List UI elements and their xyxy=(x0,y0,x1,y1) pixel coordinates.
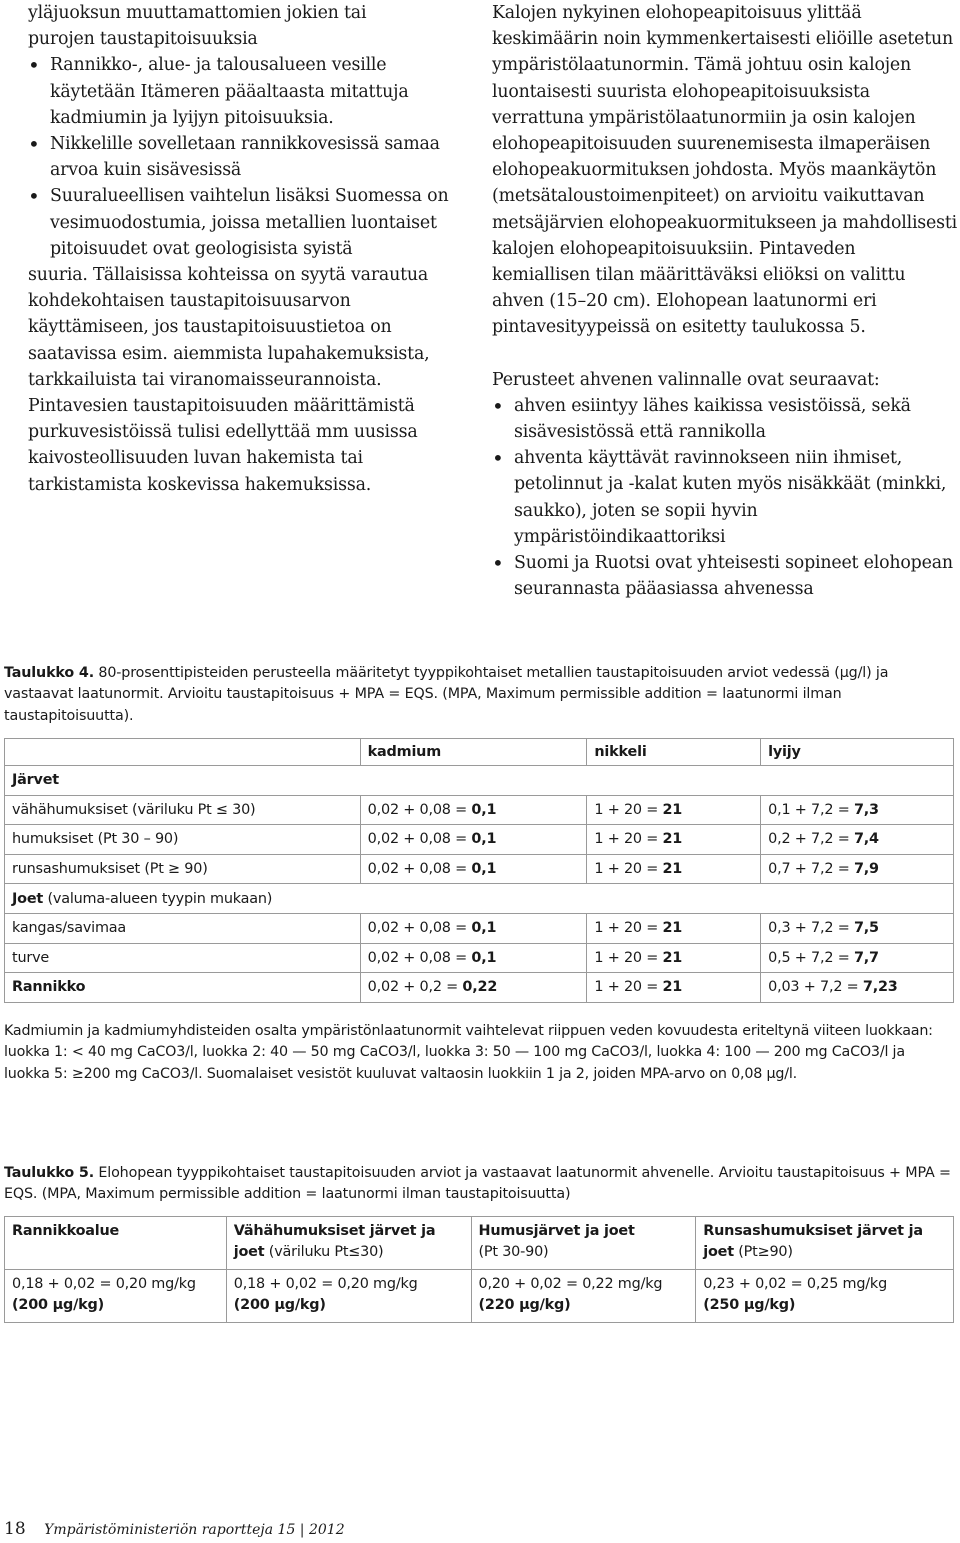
page-footer xyxy=(4,1519,345,1539)
caption-label: Taulukko 4. xyxy=(4,665,94,681)
table-row xyxy=(5,795,954,825)
cell-kadmium: 0,02 + 0,08 = 0,1 xyxy=(360,854,587,884)
list-item: • Nikkelille sovelletaan rannikkovesissä samaa arvoa kuin sisävesissä xyxy=(28,131,468,183)
cell-kadmium: 0,02 + 0,08 = 0,1 xyxy=(360,795,587,825)
list-item: • ahventa käyttävät ravinnokseen niin ihmiset, petolinnut ja -kalat kuten myös nisäkkäät (minkki, saukko), joten se sopii hyvin ympäristöindikaattoriksi xyxy=(492,445,958,550)
table-header-row xyxy=(5,739,954,766)
column-header: nikkeli xyxy=(587,739,761,766)
table5-caption xyxy=(4,1163,954,1206)
cell-nikkeli: 1 + 20 = 21 xyxy=(587,825,761,855)
spacer xyxy=(492,341,958,367)
table-row xyxy=(5,973,954,1003)
row-label: vähähumuksiset (väriluku Pt ≤ 30) xyxy=(5,795,361,825)
table-row xyxy=(5,854,954,884)
column-header: Humusjärvet ja joet (Pt 30-90) xyxy=(471,1217,696,1270)
bullet-list xyxy=(28,52,468,262)
column-header: Vähähumuksiset järvet ja joet (väriluku Pt≤30) xyxy=(226,1217,471,1270)
publication-title: Ympäristöministeriön raportteja 15 | 2012 xyxy=(44,1522,345,1538)
paragraph: suuria. Tällaisissa kohteissa on syytä varautua kohdekohtaisen taustapitoisuusarvon käyttämiseen, jos taustapitoisuustietoa on saatavissa esim. aiemmista lupahakemuksista, tarkkailuista tai viranomaisseurannoista. xyxy=(28,265,430,390)
list-item: • Suuralueellisen vaihtelun lisäksi Suomessa on vesimuodostumia, joissa metallien luontaiset pitoisuudet ovat geologisista syistä xyxy=(28,183,468,262)
table4-caption xyxy=(4,663,954,727)
cell-lyijy: 0,2 + 7,2 = 7,4 xyxy=(761,825,954,855)
cell-kadmium: 0,02 + 0,08 = 0,1 xyxy=(360,913,587,943)
right-column xyxy=(492,0,958,602)
section-label: Järvet xyxy=(5,766,954,796)
cell-nikkeli: 1 + 20 = 21 xyxy=(587,795,761,825)
list-item: • Suomi ja Ruotsi ovat yhteisesti sopineet elohopean seurannasta pääasiassa ahvenessa xyxy=(492,550,958,602)
list-item: • ahven esiintyy lähes kaikissa vesistöissä, sekä sisävesistössä että rannikolla xyxy=(492,393,958,445)
table4 xyxy=(4,738,954,1003)
cell-kadmium: 0,02 + 0,2 = 0,22 xyxy=(360,973,587,1003)
intro-line: yläjuoksun muuttamattomien jokien tai xyxy=(28,3,367,23)
header-blank xyxy=(5,739,361,766)
caption-text: 80-prosenttipisteiden perusteella määritetyt tyyppikohtaiset metallien taustapitoisuuden arviot vedessä (µg/l) ja vastaavat laatunormit. Arvioitu taustapitoisuus + MPA = EQS. (MPA, Maximum permissible addition = laatunormi ilman taustapitoisuutta). xyxy=(4,665,889,724)
left-column xyxy=(28,0,468,498)
cell-nikkeli: 1 + 20 = 21 xyxy=(587,854,761,884)
table-row xyxy=(5,943,954,973)
table-row xyxy=(5,825,954,855)
cell-nikkeli: 1 + 20 = 21 xyxy=(587,913,761,943)
row-label: runsashumuksiset (Pt ≥ 90) xyxy=(5,854,361,884)
table-row xyxy=(5,1270,954,1323)
cell-lyijy: 0,3 + 7,2 = 7,5 xyxy=(761,913,954,943)
table-cell: 0,20 + 0,02 = 0,22 mg/kg (220 µg/kg) xyxy=(471,1270,696,1323)
intro-line: purojen taustapitoisuuksia xyxy=(28,29,258,50)
list-item: • Rannikko-, alue- ja talousalueen vesille käytetään Itämeren pääaltaasta mitattuja kadmiumin ja lyijyn pitoisuuksia. xyxy=(28,52,468,131)
section-row xyxy=(5,884,954,914)
page-number: 18 xyxy=(4,1519,26,1539)
column-header: kadmium xyxy=(360,739,587,766)
row-label: humuksiset (Pt 30 – 90) xyxy=(5,825,361,855)
cell-nikkeli: 1 + 20 = 21 xyxy=(587,973,761,1003)
cell-nikkeli: 1 + 20 = 21 xyxy=(587,943,761,973)
table-cell: 0,18 + 0,02 = 0,20 mg/kg (200 µg/kg) xyxy=(5,1270,227,1323)
table-row xyxy=(5,913,954,943)
table-header-row xyxy=(5,1217,954,1270)
column-header: lyijy xyxy=(761,739,954,766)
cell-lyijy: 0,7 + 7,2 = 7,9 xyxy=(761,854,954,884)
column-header: Rannikkoalue xyxy=(5,1217,227,1270)
bullet-list xyxy=(492,393,958,603)
paragraph: Pintavesien taustapitoisuuden määrittämistä purkuvesistöissä tulisi edellyttää mm uusissa kaivosteollisuuden luvan hakemista tai tarkistamista koskevissa hakemuksissa. xyxy=(28,396,418,495)
row-label: kangas/savimaa xyxy=(5,913,361,943)
column-header: Runsashumuksiset järvet ja joet (Pt≥90) xyxy=(696,1217,954,1270)
section-label: Joet (valuma-alueen tyypin mukaan) xyxy=(5,884,954,914)
paragraph: Kalojen nykyinen elohopeapitoisuus ylittää keskimäärin noin kymmenkertaisesti eliöille asetetun ympäristölaatunormin. Tämä johtuu osin kalojen luontaisesti suurista elohopeapitoisuuksista verrattuna ympäristölaatunormiin ja osin kalojen elohopeapitoisuuden suurenemisesta ilmaperäisen elohopeakuormituksen johdosta. Myös maankäytön (metsätaloustoimenpiteet) on arvioitu vaikuttavan metsäjärvien elohopeakuormitukseen ja mahdollisesti kalojen elohopeapitoisuuksiin. Pintaveden kemiallisen tilan määrittäväksi eliöksi on valittu ahven (15–20 cm). Elohopean laatunormi eri pintavesityypeissä on esitetty taulukossa 5. xyxy=(492,3,957,338)
table-cell: 0,23 + 0,02 = 0,25 mg/kg (250 µg/kg) xyxy=(696,1270,954,1323)
section-row xyxy=(5,766,954,796)
cell-kadmium: 0,02 + 0,08 = 0,1 xyxy=(360,825,587,855)
caption-text: Elohopean tyyppikohtaiset taustapitoisuuden arviot ja vastaavat laatunormit ahvenelle. Arvioitu taustapitoisuus + MPA = EQS. (MPA, Maximum permissible addition = laatunormi ilman taustapitoisuutta) xyxy=(4,1165,951,1203)
paragraph: Perusteet ahvenen valinnalle ovat seuraavat: xyxy=(492,369,880,390)
row-label: turve xyxy=(5,943,361,973)
cell-lyijy: 0,5 + 7,2 = 7,7 xyxy=(761,943,954,973)
cell-lyijy: 0,03 + 7,2 = 7,23 xyxy=(761,973,954,1003)
cell-lyijy: 0,1 + 7,2 = 7,3 xyxy=(761,795,954,825)
caption-label: Taulukko 5. xyxy=(4,1165,94,1181)
table5 xyxy=(4,1216,954,1323)
cell-kadmium: 0,02 + 0,08 = 0,1 xyxy=(360,943,587,973)
table4-note: Kadmiumin ja kadmiumyhdisteiden osalta ympäristönlaatunormit vaihtelevat riippuen veden kovuudesta eriteltynä viiteen luokkaan: luokka 1: < 40 mg CaCO3/l, luokka 2: 40 — 50 mg CaCO3/l, luokka 3: 50 — 100 mg CaCO3/l, luokka 4: 100 — 200 mg CaCO3/l ja luokka 5: ≥200 mg CaCO3/l. Suomalaiset vesistöt kuuluvat valtaosin luokkiin 1 ja 2, joiden MPA-arvo on 0,08 µg/l. xyxy=(4,1023,933,1082)
row-label: Rannikko xyxy=(5,973,361,1003)
table-cell: 0,18 + 0,02 = 0,20 mg/kg (200 µg/kg) xyxy=(226,1270,471,1323)
